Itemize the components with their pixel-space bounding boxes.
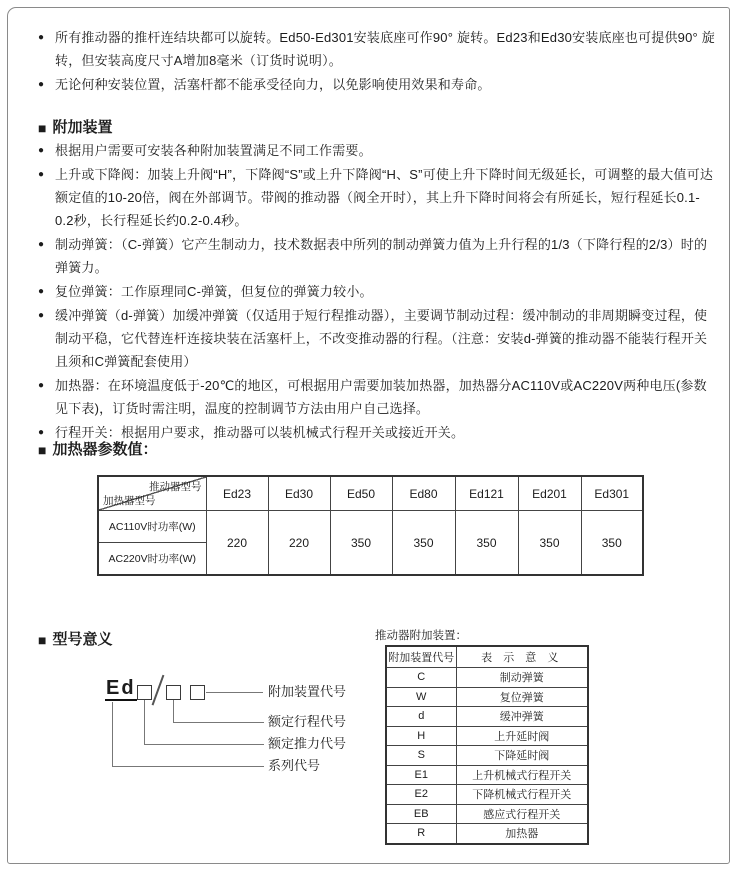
- addon-row: [386, 785, 588, 805]
- model-header-cell: Ed121: [455, 476, 518, 511]
- addon-meaning-cell: 复位弹簧: [456, 687, 588, 707]
- label-series-code: 系列代号: [268, 758, 321, 773]
- model-header-cell: Ed30: [268, 476, 330, 511]
- addon-table-header-meaning: 表 示 意 义: [456, 646, 588, 668]
- section-header-addons: [38, 119, 112, 137]
- bullet-item: [38, 139, 716, 162]
- connector-line: [144, 700, 145, 744]
- power-value-cell: 220: [206, 511, 268, 576]
- bullet-item: [38, 233, 716, 279]
- addons-bullet-list: [38, 139, 716, 445]
- addon-table-caption: 推动器附加装置：: [375, 630, 467, 642]
- addon-code-cell: EB: [386, 804, 456, 824]
- addon-code-cell: R: [386, 824, 456, 844]
- addon-row: [386, 726, 588, 746]
- addon-table-header-code: 附加装置代号: [386, 646, 456, 668]
- label-thrust-code: 额定推力代号: [268, 736, 347, 751]
- model-prefix-text: Ed: [106, 677, 136, 699]
- addon-row: [386, 707, 588, 727]
- bullet-icon: ●: [38, 145, 45, 156]
- addon-row: [386, 687, 588, 707]
- addon-meaning-cell: 感应式行程开关: [456, 804, 588, 824]
- addon-code-cell: C: [386, 668, 456, 688]
- addon-code-cell: d: [386, 707, 456, 727]
- bullet-text: 缓冲弹簧（d-弹簧）加缓冲弹簧（仅适用于短行程推动器），主要调节制动过程：缓冲制动的非周期瞬变过程，使制动平稳，它代替连杆连接块装在活塞杆上，不改变推动器的行程。（注意：安装d-弹簧的推动器不能装行程开关且须和C弹簧配套使用）: [55, 308, 708, 369]
- power-value-cell: 350: [581, 511, 643, 576]
- connector-line: [144, 744, 264, 745]
- square-bullet-icon: ■: [38, 442, 47, 458]
- connector-line: [173, 700, 174, 722]
- label-addon-code: 附加装置代号: [268, 684, 347, 699]
- addon-meaning-cell: 上升延时阀: [456, 726, 588, 746]
- table-row: [98, 511, 643, 543]
- bullet-icon: ●: [38, 427, 45, 438]
- connector-line: [112, 702, 113, 766]
- square-bullet-icon: ■: [38, 632, 47, 648]
- bullet-text: 复位弹簧：工作原理同C-弹簧，但复位的弹簧力较小。: [55, 284, 373, 299]
- bullet-item: [38, 26, 716, 72]
- connector-line: [173, 722, 264, 723]
- bullet-text: 加热器：在环境温度低于-20℃的地区，可根据用户需要加装加热器，加热器分AC110V或AC220V两种电压(参数见下表)，订货时需注明，温度的控制调节方法由用户自己选择。: [55, 378, 707, 416]
- section-header-model-meaning: [38, 631, 112, 649]
- bullet-text: 行程开关：根据用户要求，推动器可以装机械式行程开关或接近开关。: [55, 425, 465, 440]
- bullet-text: 制动弹簧：（C-弹簧）它产生制动力，技术数据表中所列的制动弹簧力值为上升行程的1/3（下降行程的2/3）时的弹簧力。: [55, 237, 708, 275]
- bullet-item: [38, 304, 716, 373]
- bullet-icon: ●: [38, 169, 45, 180]
- table-header-row: [386, 646, 588, 668]
- power-value-cell: 350: [455, 511, 518, 576]
- heater-params-table: [97, 475, 644, 576]
- addon-meaning-cell: 下降机械式行程开关: [456, 785, 588, 805]
- addon-code-cell: E1: [386, 765, 456, 785]
- power-value-cell: 350: [330, 511, 392, 576]
- bullet-icon: ●: [38, 79, 45, 90]
- addon-row: [386, 824, 588, 844]
- power-value-cell: 350: [518, 511, 581, 576]
- addon-meaning-cell: 下降延时阀: [456, 746, 588, 766]
- table-header-row: [98, 476, 643, 511]
- bullet-item: [38, 374, 716, 420]
- addon-code-cell: E2: [386, 785, 456, 805]
- power-row-label: AC220V时功率(W): [98, 543, 206, 576]
- addon-code-box: [190, 685, 205, 700]
- section-title: 附加装置: [52, 119, 113, 136]
- addon-code-cell: W: [386, 687, 456, 707]
- power-row-label: AC110V时功率(W): [98, 511, 206, 543]
- bullet-text: 上升或下降阀：加装上升阀“H”，下降阀“S”或上升下降阀“H、S”可使上升下降时间无级延长，可调整的最大值可达额定值的10-20倍，阀在外部调节。带阀的推动器（阀全开时），其上升下降时间将会有所延长，短行程延长0.1-0.2秒，长行程延长约0.2-0.4秒。: [55, 167, 714, 228]
- model-header-cell: Ed23: [206, 476, 268, 511]
- section-title: 加热器参数值：: [52, 441, 158, 458]
- bullet-text: 所有推动器的推杆连结块都可以旋转。Ed50-Ed301安装底座可作90° 旋转。Ed23和Ed30安装底座也可提供90° 旋转，但安装高度尺寸A增加8毫米（订货时说明）。: [55, 30, 715, 68]
- corner-label-top: 推动器型号: [149, 481, 202, 493]
- bullet-icon: ●: [38, 32, 45, 43]
- bullet-item: [38, 280, 716, 303]
- model-header-cell: Ed201: [518, 476, 581, 511]
- diagonal-header-cell: [98, 476, 206, 511]
- bullet-text: 无论何种安装位置，活塞杆都不能承受径向力，以免影响使用效果和寿命。: [55, 77, 491, 92]
- connector-line: [206, 692, 263, 693]
- bullet-icon: ●: [38, 310, 45, 321]
- bullet-item: [38, 163, 716, 232]
- bullet-icon: ●: [38, 286, 45, 297]
- stroke-code-box: [166, 685, 181, 700]
- addon-meaning-cell: 制动弹簧: [456, 668, 588, 688]
- addon-row: [386, 746, 588, 766]
- power-value-cell: 350: [392, 511, 455, 576]
- addon-meaning-cell: 加热器: [456, 824, 588, 844]
- addon-row: [386, 765, 588, 785]
- addon-row: [386, 668, 588, 688]
- model-header-cell: Ed50: [330, 476, 392, 511]
- bullet-item: [38, 73, 716, 96]
- bullet-text: 根据用户需要可安装各种附加装置满足不同工作需要。: [55, 143, 372, 158]
- connector-line: [112, 766, 264, 767]
- section-header-heater-params: [38, 441, 157, 459]
- intro-bullet-list: [38, 26, 716, 97]
- thrust-code-box: [137, 685, 152, 700]
- model-header-cell: Ed301: [581, 476, 643, 511]
- power-value-cell: 220: [268, 511, 330, 576]
- bullet-icon: ●: [38, 380, 45, 391]
- corner-label-bottom: 加热器型号: [103, 495, 156, 507]
- addon-row: [386, 804, 588, 824]
- model-header-cell: Ed80: [392, 476, 455, 511]
- label-stroke-code: 额定行程代号: [268, 714, 347, 729]
- addon-meaning-cell: 缓冲弹簧: [456, 707, 588, 727]
- section-title: 型号意义: [52, 631, 113, 648]
- addon-code-table: [385, 645, 589, 845]
- addon-meaning-cell: 上升机械式行程开关: [456, 765, 588, 785]
- addon-code-cell: S: [386, 746, 456, 766]
- square-bullet-icon: ■: [38, 120, 47, 136]
- bullet-icon: ●: [38, 239, 45, 250]
- addon-code-cell: H: [386, 726, 456, 746]
